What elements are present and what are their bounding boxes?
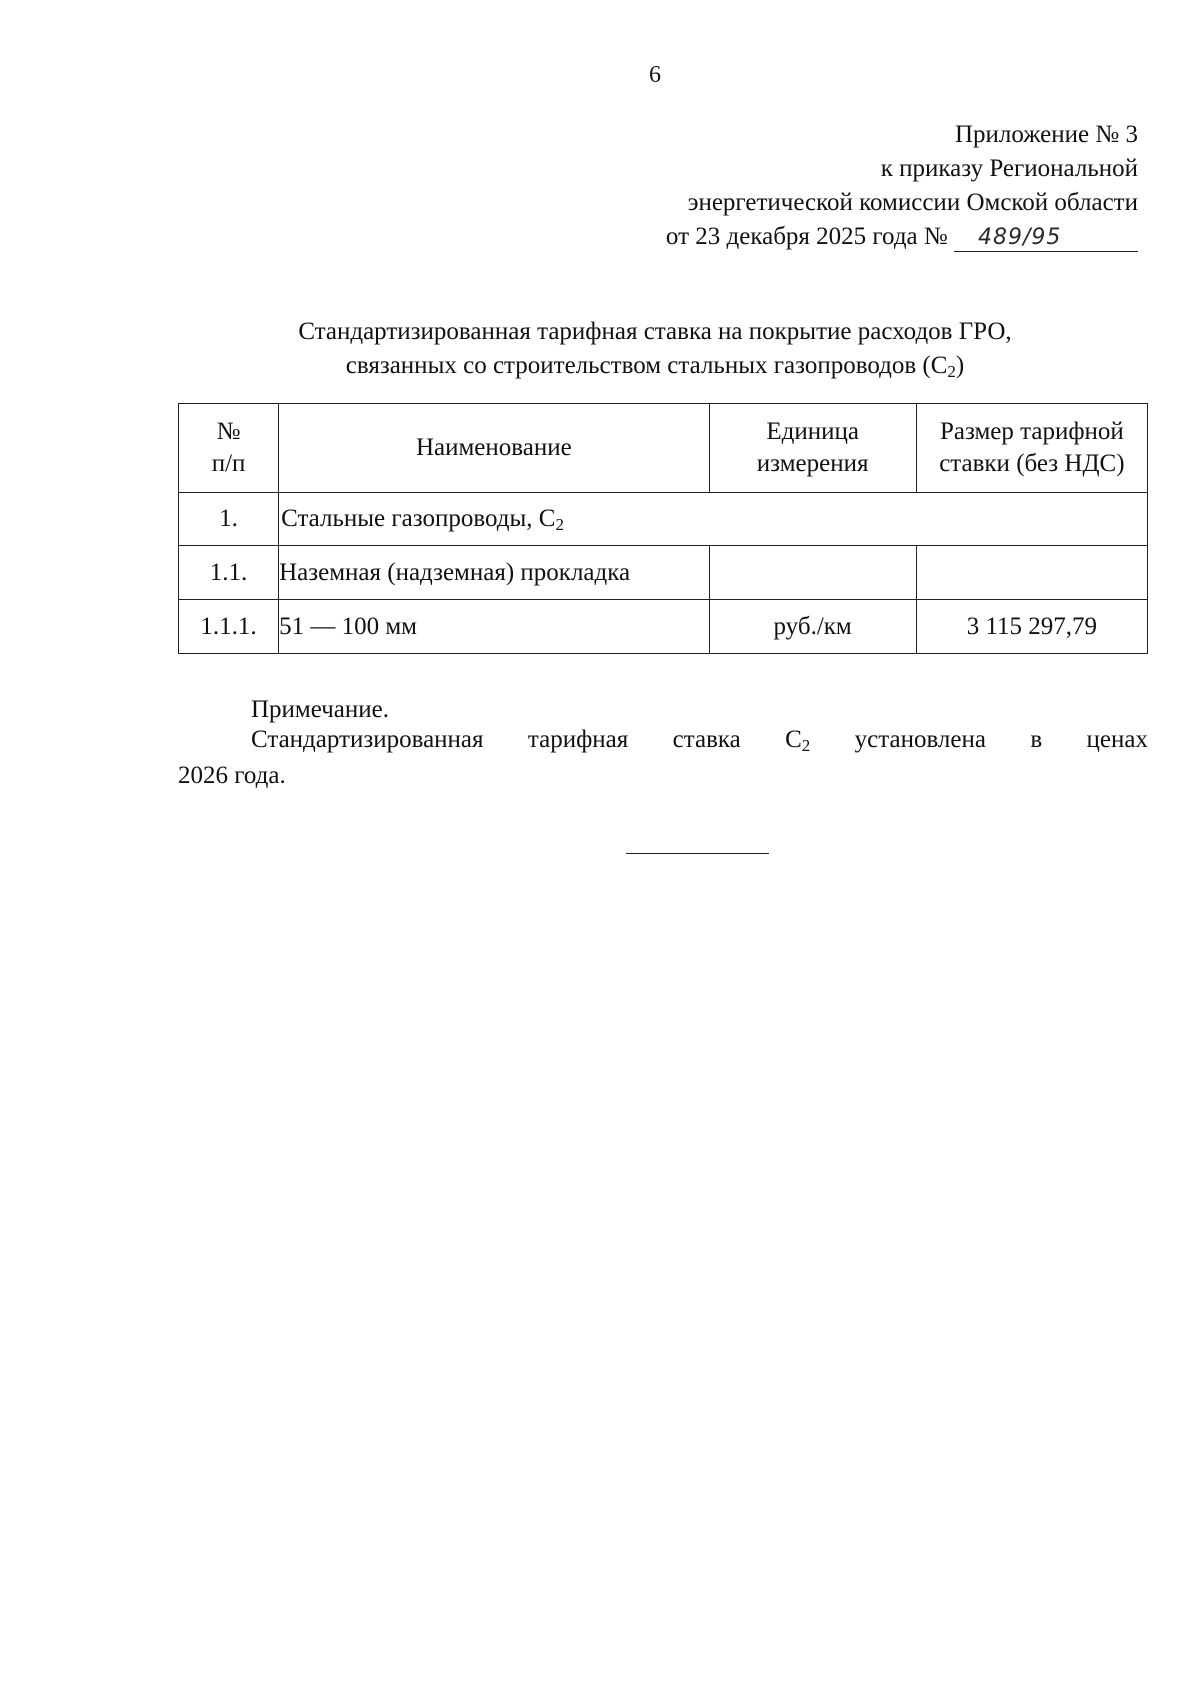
note-heading: Примечание. [251, 696, 390, 723]
header-rate-line-2: ставки (без НДС) [939, 450, 1125, 477]
note-word: в [1030, 726, 1043, 753]
header-number-line-1: № [216, 418, 241, 445]
end-divider [626, 853, 769, 854]
note-line-1 [178, 722, 1148, 758]
row-name [279, 493, 1148, 546]
note-word: Стандартизированная [251, 726, 484, 753]
row-name-text: Стальные газопроводы, С [281, 505, 556, 532]
appendix-header [666, 118, 1138, 254]
note-word-c2 [785, 722, 810, 758]
row-rate: 3 115 297,79 [916, 600, 1147, 654]
tariff-table [178, 403, 1148, 654]
header-unit-line-1: Единица [766, 418, 859, 445]
header-rate-line-1: Размер тарифной [939, 418, 1124, 445]
note-word: тарифная [527, 726, 629, 753]
table-row [179, 546, 1148, 600]
page-number: 6 [649, 62, 661, 88]
title-line-1: Стандартизированная тарифная ставка на покрытие расходов ГРО, [298, 318, 1012, 345]
header-rate [916, 404, 1147, 493]
title-subscript: 2 [947, 362, 956, 381]
appendix-line-1: Приложение № 3 [954, 121, 1138, 148]
row-number: 1.1. [179, 546, 279, 600]
document-title [160, 315, 1150, 383]
handwritten-order-number: 489/95 [954, 225, 1138, 252]
appendix-line-3: энергетической комиссии Омской области [687, 189, 1138, 216]
row-number: 1. [179, 493, 279, 546]
row-unit: руб./км [709, 600, 916, 654]
row-rate [916, 546, 1147, 600]
header-number [179, 404, 279, 493]
note-subscript: 2 [801, 736, 811, 755]
title-line-2-text: связанных со строительством стальных газопроводов (С [345, 352, 948, 379]
appendix-date: от 23 декабря 2025 года № [665, 223, 948, 250]
header-name: Наименование [279, 404, 709, 493]
title-line-2-end: ) [955, 352, 965, 379]
table-row [179, 493, 1148, 546]
header-unit-line-2: измерения [756, 450, 869, 477]
table-header-row [179, 404, 1148, 493]
note-word: ставка [672, 726, 741, 753]
row-name-subscript: 2 [555, 515, 564, 534]
note-body [178, 722, 1148, 794]
appendix-line-2: к приказу Региональной [880, 155, 1138, 182]
row-name: Наземная (надземная) прокладка [279, 546, 709, 600]
note-word: ценах [1086, 726, 1148, 753]
title-line-2 [160, 349, 1150, 383]
header-unit [709, 404, 916, 493]
note-line-2: 2026 года. [178, 762, 286, 789]
row-name: 51 — 100 мм [279, 600, 709, 654]
note-word-c: С [785, 726, 802, 753]
row-number: 1.1.1. [179, 600, 279, 654]
header-number-line-2: п/п [211, 450, 246, 477]
appendix-order-line [666, 220, 1138, 254]
row-unit [709, 546, 916, 600]
note-word: установлена [854, 726, 986, 753]
table-row [179, 600, 1148, 654]
